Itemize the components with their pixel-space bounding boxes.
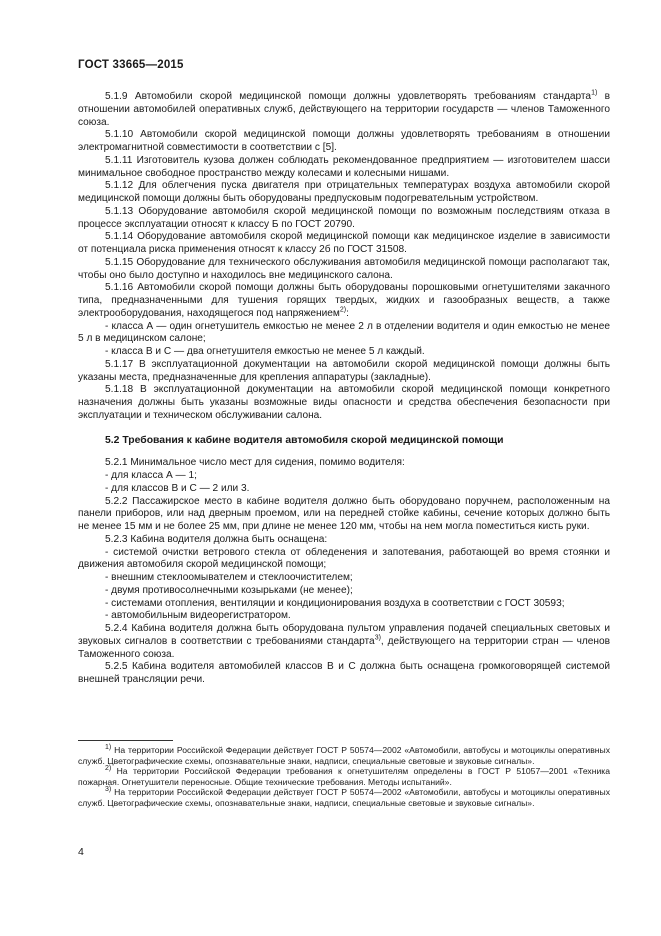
paragraph: 5.2.2 Пассажирское место в кабине водителя должно быть оборудовано поручнем, расположенным на панели приборов, или над дверным проемом, или на передней стойке кабины, сечение которых должно быть не менее 15 мм и не более 25 мм, при длине не менее 120 мм, чтобы на нем могла поместиться кисть руки. [78, 495, 610, 532]
paragraph: 5.1.10 Автомобили скорой медицинской помощи должны удовлетворять требованиям в отношении электромагнитной совместимости в соответствии с [5]. [78, 129, 610, 153]
document-body [78, 91, 610, 687]
paragraph: 5.1.11 Изготовитель кузова должен соблюдать рекомендованное предприятием — изготовителем шасси минимальное свободное пространство между колесами и колесными нишами. [78, 154, 610, 179]
section-title: 5.2 Требования к кабине водителя автомобиля скорой медицинской помощи [105, 434, 504, 446]
paragraph: - системами отопления, вентиляции и кондиционирования воздуха в соответствии с ГОСТ 30593; [105, 597, 565, 609]
paragraph: 5.1.13 Оборудование автомобиля скорой медицинской помощи по возможным последствиям отказа в процессе эксплуатации относят к классу Б по ГОСТ 20790. [78, 205, 610, 230]
footnote: $^{3)}$ На территории Российской Федерации действует ГОСТ Р 50574—2002 «Автомобили, автобусы и мотоциклы оперативных служб. Цветографические схемы, опознавательные знаки, надписи, специальные световые и звуковые сигналы». [78, 786, 610, 808]
footnote-ref: 1) [591, 89, 598, 97]
section-5-2-paragraphs [78, 457, 610, 687]
paragraph: - для классов В и С — 2 или 3. [105, 482, 250, 494]
paragraph: 5.2.4 Кабина водителя должна быть оборудована пультом управления подачей специальных световых и звуковых сигналов в соответствии с требованиями стандарта$^{3)}$, действующего на территории стран — членов Таможенного союза. [78, 623, 610, 660]
paragraph: - автомобильным видеорегистратором. [105, 610, 291, 622]
paragraph: 5.2.3 Кабина водителя должна быть оснащена: [105, 533, 328, 545]
paragraph: 5.1.17 В эксплуатационной документации на автомобили скорой медицинской помощи должны быть указаны места, предназначенные для крепления аппаратуры (закладные). [78, 358, 610, 383]
paragraph: 5.2.1 Минимальное число мест для сидения, помимо водителя: [105, 457, 405, 469]
paragraph: - класса А — один огнетушитель емкостью не менее 2 л в отделении водителя и один емкостью не менее 5 л в медицинском салоне; [78, 320, 610, 345]
paragraph: 5.1.15 Оборудование для технического обслуживания автомобиля медицинской помощи располагают так, чтобы оно было доступно и находилось вне медицинского салона. [78, 256, 610, 281]
footnote: $^{2)}$ На территории Российской Федерации требования к огнетушителям определены в ГОСТ Р 51057—2001 «Техника пожарная. Огнетушители переносные. Общие технические требования. Методы испытаний». [78, 765, 610, 787]
paragraph: - класса В и С — два огнетушителя емкостью не менее 5 л каждый. [105, 346, 425, 357]
paragraph: 5.1.12 Для облегчения пуска двигателя при отрицательных температурах воздуха автомобили скорой медицинской помощи должны быть оборудованы предпусковым подогревательным устройством. [78, 180, 610, 204]
paragraph: 5.1.16 Автомобили скорой помощи должны быть оборудованы порошковыми огнетушителями закачного типа, предназначенными для тушения горящих твердых, жидких и газообразных веществ, а также электрооборудования, находящегося под напряжением$^{2)}$: [78, 282, 610, 319]
footnote-ref: 2) [339, 306, 347, 314]
page-number: 4 [78, 846, 84, 858]
document-header: ГОСТ 33665—2015 [78, 59, 184, 71]
footnote-separator [78, 740, 173, 741]
paragraph: 5.1.9 Автомобили скорой медицинской помощи должны удовлетворять требованиям стандарта$^{1)}$ в отношении автомобилей оперативных служб, действующего на территории государств — членов Таможенного союза. [78, 89, 610, 128]
paragraph: - двумя противосолнечными козырьками (не менее); [105, 584, 353, 596]
section-5-1-paragraphs [78, 91, 610, 423]
paragraph: - для класса А — 1; [105, 470, 197, 481]
footnotes [78, 745, 610, 809]
paragraph: 5.1.18 В эксплуатационной документации на автомобили скорой медицинской помощи конкретного назначения должны быть указаны возможные виды опасности и средства обеспечения безопасности при эксплуатации и техническом обслуживании салона. [78, 384, 610, 421]
footnote-ref: 3) [374, 634, 381, 642]
paragraph: 5.2.5 Кабина водителя автомобилей классов В и С должна быть оснащена громкоговорящей системой внешней трансляции речи. [78, 661, 610, 685]
paragraph: - внешним стеклоомывателем и стеклоочистителем; [105, 572, 353, 583]
footnote: $^{1)}$ На территории Российской Федерации действует ГОСТ Р 50574—2002 «Автомобили, автобусы и мотоциклы оперативных служб. Цветографические схемы, опознавательные знаки, надписи, специальные световые и звуковые сигналы». [78, 744, 610, 766]
paragraph: 5.1.14 Оборудование автомобиля скорой медицинской помощи как медицинское изделие в зависимости от потенциала риска применения относят к классу 2б по ГОСТ 31508. [78, 231, 610, 255]
paragraph: - системой очистки ветрового стекла от обледенения и запотевания, работающей во время стоянки и движения автомобиля скорой медицинской помощи; [78, 546, 610, 571]
